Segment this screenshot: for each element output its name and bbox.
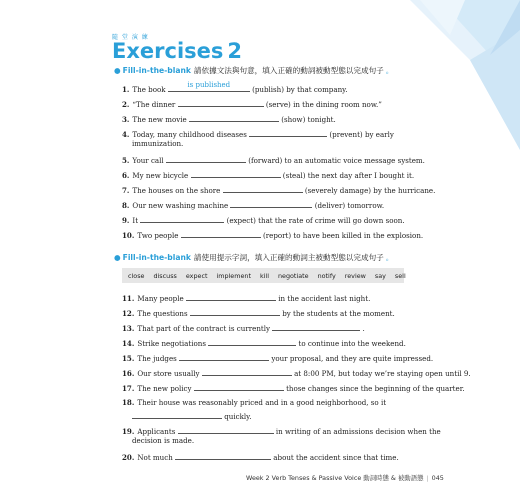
header-kicker: 隨 堂 演 練 xyxy=(112,34,149,41)
question-4: 4. Today, many childhood diseases (prevent) by early xyxy=(122,127,394,141)
question-6: 6. My new bicycle (steal) the next day after I bought it. xyxy=(122,168,414,182)
question-13: 13. That part of the contract is currently . xyxy=(122,321,365,335)
question-17: 17. The new policy those changes since the beginning of the quarter. xyxy=(122,381,465,395)
question-3: 3. The new movie (show) tonight. xyxy=(122,112,336,126)
answer-blank[interactable] xyxy=(223,183,303,193)
word-bank xyxy=(122,268,404,283)
question-12: 12. The questions by the students at the moment. xyxy=(122,306,395,320)
answer-blank[interactable] xyxy=(249,127,327,137)
word-bank-item: review xyxy=(344,271,366,280)
answer-blank[interactable] xyxy=(179,351,269,361)
bullet-icon: ● xyxy=(114,66,121,75)
exercise-header xyxy=(112,32,242,61)
question-10: 10. Two people (report) to have been killed in the explosion. xyxy=(122,228,423,242)
answer-blank[interactable] xyxy=(175,450,271,460)
word-bank-item: close xyxy=(128,271,145,280)
word-bank-item: expect xyxy=(185,271,208,280)
answer-blank[interactable] xyxy=(140,213,224,223)
answer-blank[interactable] xyxy=(191,168,281,178)
question-7: 7. The houses on the shore (severely damage) by the hurricane. xyxy=(122,183,435,197)
answer-blank[interactable] xyxy=(132,409,222,419)
question-5: 5. Your call (forward) to an automatic voice message system. xyxy=(122,153,425,167)
page-title: Exercises 2 xyxy=(112,39,243,63)
decorative-triangles xyxy=(380,0,520,150)
answer-blank[interactable] xyxy=(272,321,360,331)
answer-blank[interactable] xyxy=(189,112,279,122)
answer-blank[interactable] xyxy=(181,228,261,238)
word-bank-item: notify xyxy=(317,271,336,280)
answer-blank[interactable] xyxy=(208,336,296,346)
question-19: 19. Applicants in writing of an admissions decision when the xyxy=(122,424,441,438)
question-14: 14. Strike negotiations to continue into the weekend. xyxy=(122,336,406,350)
word-bank-item: discuss xyxy=(153,271,177,280)
answer-blank[interactable] xyxy=(178,424,274,434)
answer-blank[interactable] xyxy=(194,381,284,391)
instruction-section-1: ● Fill-in-the-blank 請依據文法與句意，填入正確的動詞被動型態以完成句子 。 xyxy=(114,66,394,75)
question-16: 16. Our store usually at 8:00 PM, but today we’re staying open until 9. xyxy=(122,366,471,380)
word-bank-item: negotiate xyxy=(277,271,309,280)
page-footer: Week 2 Verb Tenses & Passive Voice 動詞時態 & 被動語態 | 045 xyxy=(246,474,444,482)
answer-blank[interactable] xyxy=(166,153,246,163)
word-bank-item: kill xyxy=(259,271,269,280)
answer-blank[interactable] xyxy=(202,366,292,376)
question-2: 2. “The dinner (serve) in the dining room now.” xyxy=(122,97,382,111)
answer-blank[interactable] xyxy=(190,306,280,316)
question-18: 18. Their house was reasonably priced and in a good neighborhood, so it xyxy=(122,398,387,407)
answer-blank[interactable]: is published xyxy=(168,82,250,92)
question-11: 11. Many people in the accident last night. xyxy=(122,291,370,305)
word-bank-item: implement xyxy=(216,271,251,280)
answer-blank[interactable] xyxy=(186,291,276,301)
bullet-icon: ● xyxy=(114,253,121,262)
instruction-section-2: ● Fill-in-the-blank 請使用提示字詞，填入正確的動詞主被動型態以完成句子 。 xyxy=(114,253,394,262)
question-8: 8. Our new washing machine (deliver) tomorrow. xyxy=(122,198,384,212)
question-20: 20. Not much about the accident since that time. xyxy=(122,450,399,464)
word-bank-item: sell xyxy=(394,271,406,280)
answer-blank[interactable] xyxy=(178,97,264,107)
question-9: 9. It (expect) that the rate of crime will go down soon. xyxy=(122,213,405,227)
question-1: 1. The book is published (publish) by that company. xyxy=(122,81,348,94)
question-15: 15. The judges your proposal, and they are quite impressed. xyxy=(122,351,433,365)
word-bank-item: say xyxy=(374,271,386,280)
answer-blank[interactable] xyxy=(230,198,312,208)
